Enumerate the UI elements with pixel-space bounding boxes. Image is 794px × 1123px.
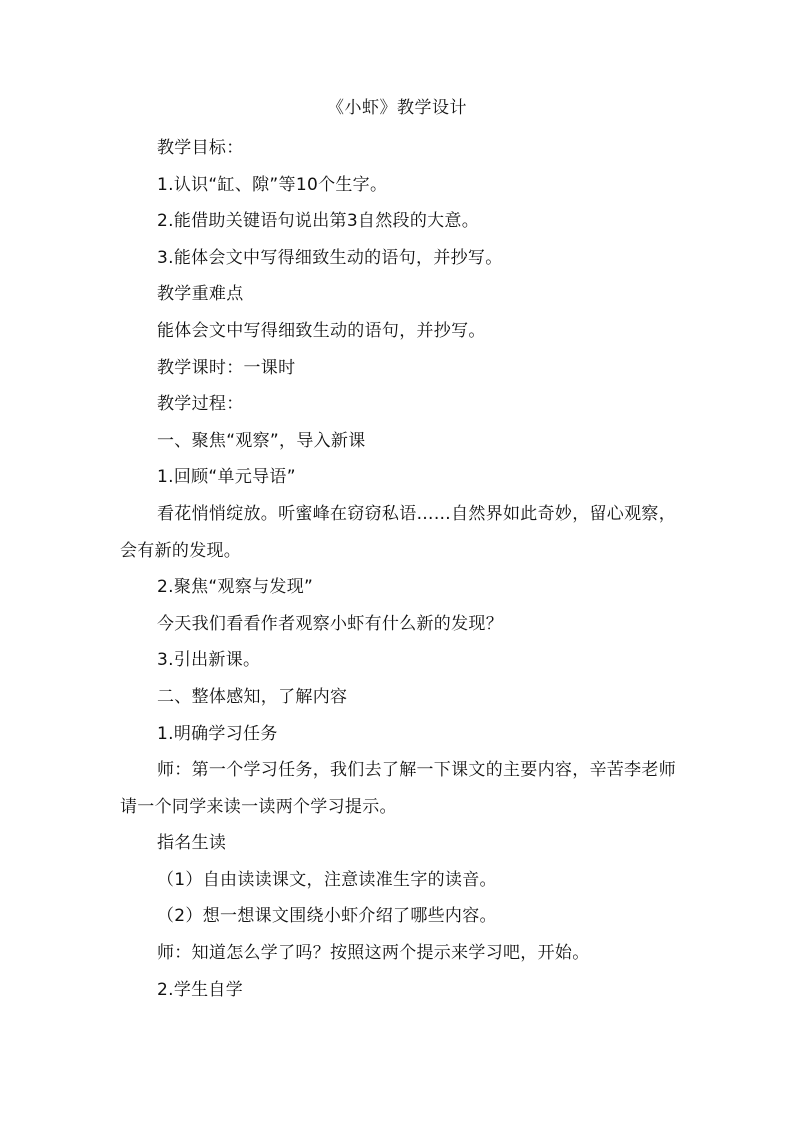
document-title: 《小虾》教学设计 [327, 98, 467, 118]
paragraph: （2）想一想课文围绕小虾介绍了哪些内容。 [157, 906, 497, 927]
paragraph: 1.认识“缸、隙”等10个生字。 [157, 174, 388, 195]
paragraph: 二、整体感知，了解内容 [157, 686, 348, 707]
paragraph: 教学目标： [157, 138, 244, 158]
document-body [120, 130, 680, 1008]
paragraph: 能体会文中写得细致生动的语句，并抄写。 [157, 320, 486, 341]
paragraph: 1.明确学习任务 [157, 723, 278, 744]
paragraph: （1）自由读读课文，注意读准生字的读音。 [157, 869, 497, 890]
paragraph: 师：第一个学习任务，我们去了解一下课文的主要内容，辛苦李老师请一个同学来读一读两个学习提示。 [120, 760, 676, 817]
paragraph: 2.能借助关键语句说出第3自然段的大意。 [157, 211, 480, 232]
paragraph: 师：知道怎么学了吗？按照这两个提示来学习吧，开始。 [157, 943, 590, 964]
paragraph: 3.引出新课。 [157, 650, 261, 671]
paragraph: 教学课时：一课时 [157, 357, 296, 378]
paragraph: 一、聚焦“观察”，导入新课 [157, 430, 366, 451]
paragraph: 教学重难点 [157, 284, 244, 305]
paragraph: 2.聚焦“观察与发现” [157, 577, 314, 598]
paragraph: 3.能体会文中写得细致生动的语句，并抄写。 [157, 247, 503, 268]
paragraph: 1.回顾“单元导语” [157, 467, 296, 488]
paragraph: 看花悄悄绽放。听蜜峰在窃窃私语……自然界如此奇妙，留心观察，会有新的发现。 [120, 503, 676, 561]
paragraph: 2.学生自学 [157, 979, 244, 1000]
paragraph: 指名生读 [157, 833, 227, 854]
paragraph: 今天我们看看作者观察小虾有什么新的发现？ [157, 613, 503, 634]
paragraph: 教学过程： [157, 394, 244, 415]
